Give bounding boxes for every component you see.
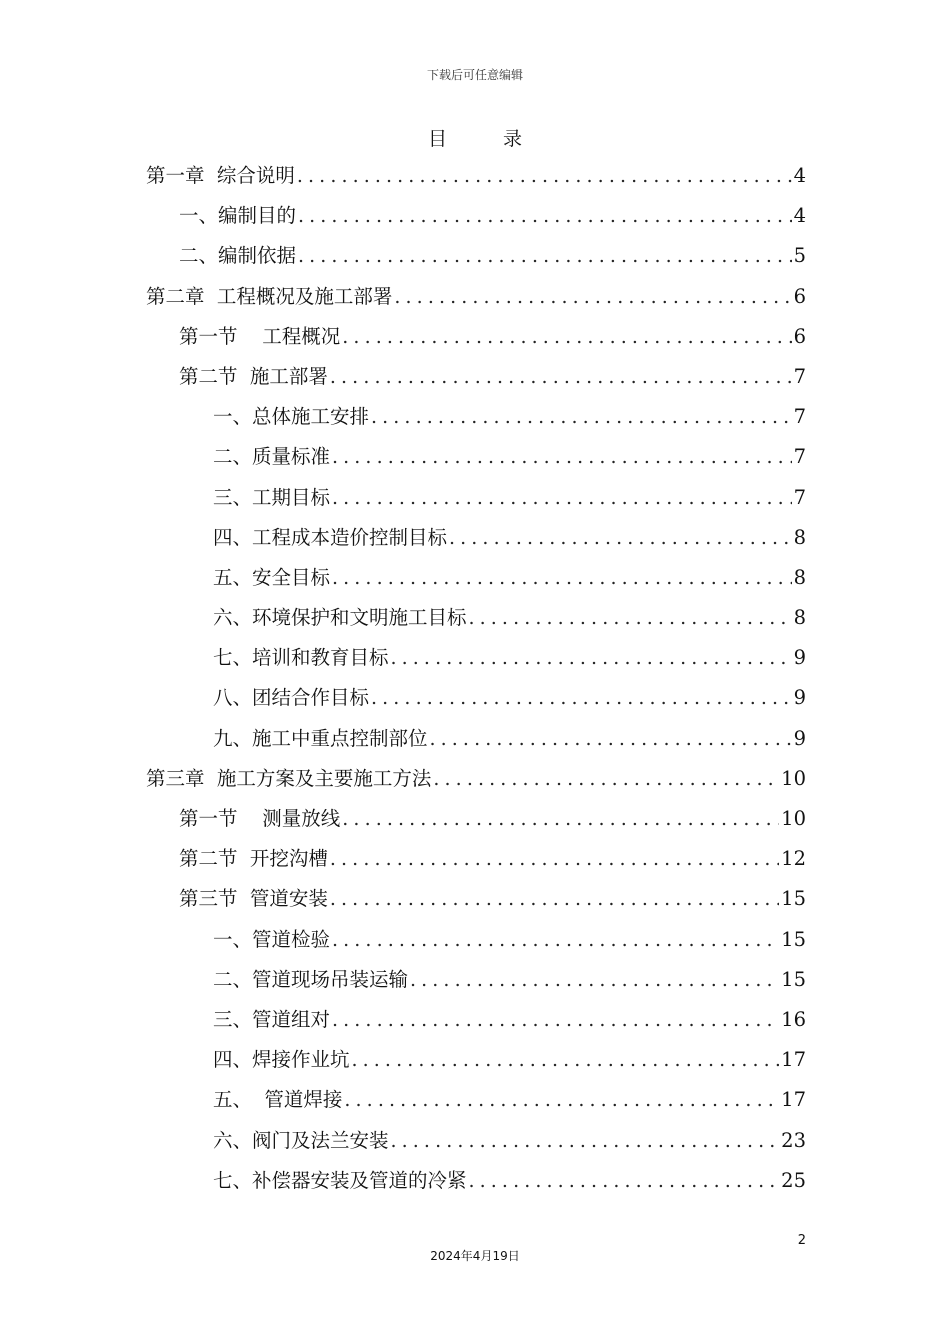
toc-entry[interactable] xyxy=(146,196,806,236)
toc-entry-title: 二、质量标准 xyxy=(213,445,331,469)
toc-entry[interactable] xyxy=(146,920,806,960)
toc-entry-title: 五、 管道焊接 xyxy=(213,1088,343,1112)
toc-entry-page: 15 xyxy=(781,887,806,911)
toc-entry-title: 四、焊接作业坑 xyxy=(213,1048,350,1072)
toc-entry[interactable] xyxy=(146,879,806,919)
toc-entry-title: 四、工程成本造价控制目标 xyxy=(213,525,448,549)
toc-entry-page: 5 xyxy=(793,244,806,268)
toc-entry[interactable] xyxy=(146,478,806,518)
toc-dot-leader xyxy=(332,920,779,960)
toc-dot-leader xyxy=(371,397,792,437)
toc-entry-title: 第二节 开挖沟槽 xyxy=(179,847,328,871)
toc-entry-page: 17 xyxy=(781,1088,806,1112)
toc-dot-leader xyxy=(330,879,779,919)
toc-entry-page: 16 xyxy=(781,1007,806,1031)
toc-entry[interactable] xyxy=(146,1121,806,1161)
toc-dot-leader xyxy=(332,478,792,518)
toc-entry-page: 4 xyxy=(793,164,806,187)
toc-entry[interactable] xyxy=(146,638,806,678)
toc-entry[interactable] xyxy=(146,1161,806,1201)
toc-entry-page: 9 xyxy=(793,686,806,710)
toc-entry-title: 八、团结合作目标 xyxy=(213,686,370,710)
toc-entry-title: 第三章 施工方案及主要施工方法 xyxy=(146,766,432,790)
toc-dot-leader xyxy=(391,1121,780,1161)
page-header: 下载后可任意编辑 xyxy=(426,68,523,82)
toc-entry-title: 六、阀门及法兰安装 xyxy=(213,1128,389,1152)
toc-entry-page: 10 xyxy=(781,807,806,830)
toc-dot-leader xyxy=(330,839,779,879)
toc-entry-title: 第一章 综合说明 xyxy=(146,164,295,187)
toc-title: 目录 xyxy=(427,128,578,150)
toc-entry-page: 7 xyxy=(793,405,806,429)
toc-dot-leader xyxy=(391,638,792,678)
toc-entry-title: 七、补偿器安装及管道的冷紧 xyxy=(213,1168,467,1192)
toc-entry[interactable] xyxy=(146,598,806,638)
page-number: 2 xyxy=(797,1233,806,1248)
toc-entry[interactable] xyxy=(146,1000,806,1040)
toc-entry[interactable] xyxy=(146,1080,806,1120)
toc-dot-leader xyxy=(410,960,779,1000)
toc-entry-page: 7 xyxy=(793,485,806,509)
toc-dot-leader xyxy=(449,518,792,558)
toc-entry-page: 7 xyxy=(793,364,806,388)
toc-entry-page: 17 xyxy=(781,1048,806,1072)
toc-entry-page: 15 xyxy=(781,967,806,991)
toc-dot-leader xyxy=(297,156,792,196)
toc-entry[interactable] xyxy=(146,678,806,718)
toc-entry-title: 第一节 测量放线 xyxy=(179,807,341,830)
toc-dot-leader xyxy=(332,437,792,477)
toc-entry-page: 25 xyxy=(781,1168,806,1192)
toc-entry-page: 23 xyxy=(781,1128,806,1152)
toc-entry[interactable] xyxy=(146,357,806,397)
toc-entry-title: 六、环境保护和文明施工目标 xyxy=(213,606,467,630)
toc-entry-title: 二、编制依据 xyxy=(179,244,297,268)
toc-entry-page: 4 xyxy=(793,204,806,228)
toc-dot-leader xyxy=(469,1161,780,1201)
toc-entry[interactable] xyxy=(146,799,806,839)
toc-entry-page: 9 xyxy=(793,726,806,750)
toc-entry[interactable] xyxy=(146,839,806,879)
toc-dot-leader xyxy=(352,1040,780,1080)
toc-entry-page: 10 xyxy=(781,766,806,790)
toc-entry-page: 12 xyxy=(781,847,806,871)
toc-entry-title: 第一节 工程概况 xyxy=(179,324,341,348)
toc-entry[interactable] xyxy=(146,759,806,799)
toc-entry-page: 8 xyxy=(793,525,806,549)
toc-dot-leader xyxy=(469,598,792,638)
toc-entry[interactable] xyxy=(146,437,806,477)
toc-entry[interactable] xyxy=(146,558,806,598)
toc-entry[interactable] xyxy=(146,397,806,437)
page-date: 2024年4月19日 xyxy=(430,1249,520,1263)
toc-entry-page: 8 xyxy=(793,606,806,630)
toc-entry-title: 第二节 施工部署 xyxy=(179,364,328,388)
toc-dot-leader xyxy=(344,1080,779,1120)
toc-entry[interactable] xyxy=(146,719,806,759)
toc-dot-leader xyxy=(342,317,791,357)
toc-dot-leader xyxy=(332,558,792,598)
toc-entry[interactable] xyxy=(146,1040,806,1080)
toc-dot-leader xyxy=(332,1000,779,1040)
toc-dot-leader xyxy=(394,277,791,317)
toc-dot-leader xyxy=(342,799,779,839)
toc-dot-leader xyxy=(430,719,792,759)
toc-entry-title: 第二章 工程概况及施工部署 xyxy=(146,284,393,308)
table-of-contents xyxy=(146,156,806,1201)
toc-dot-leader xyxy=(298,196,792,236)
toc-entry-title: 一、管道检验 xyxy=(213,927,331,951)
toc-entry-title: 三、管道组对 xyxy=(213,1007,331,1031)
toc-entry-title: 三、工期目标 xyxy=(213,485,331,509)
toc-entry-page: 15 xyxy=(781,927,806,951)
toc-dot-leader xyxy=(371,678,792,718)
toc-entry-title: 七、培训和教育目标 xyxy=(213,646,389,670)
toc-entry-page: 6 xyxy=(793,324,806,348)
toc-entry-title: 第三节 管道安装 xyxy=(179,887,328,911)
toc-dot-leader xyxy=(433,759,779,799)
toc-entry-title: 一、编制目的 xyxy=(179,204,297,228)
toc-entry[interactable] xyxy=(146,960,806,1000)
toc-dot-leader xyxy=(298,236,792,276)
toc-entry-title: 九、施工中重点控制部位 xyxy=(213,726,428,750)
toc-entry[interactable] xyxy=(146,518,806,558)
toc-entry[interactable] xyxy=(146,156,806,196)
toc-entry-title: 二、管道现场吊装运输 xyxy=(213,967,409,991)
toc-entry[interactable] xyxy=(146,236,806,276)
toc-entry[interactable] xyxy=(146,277,806,317)
toc-entry-title: 五、安全目标 xyxy=(213,565,331,589)
toc-entry-page: 9 xyxy=(793,646,806,670)
toc-dot-leader xyxy=(330,357,792,397)
toc-entry-title: 一、总体施工安排 xyxy=(213,405,370,429)
toc-entry[interactable] xyxy=(146,317,806,357)
toc-entry-page: 6 xyxy=(793,284,806,308)
toc-entry-page: 8 xyxy=(793,565,806,589)
toc-entry-page: 7 xyxy=(793,445,806,469)
